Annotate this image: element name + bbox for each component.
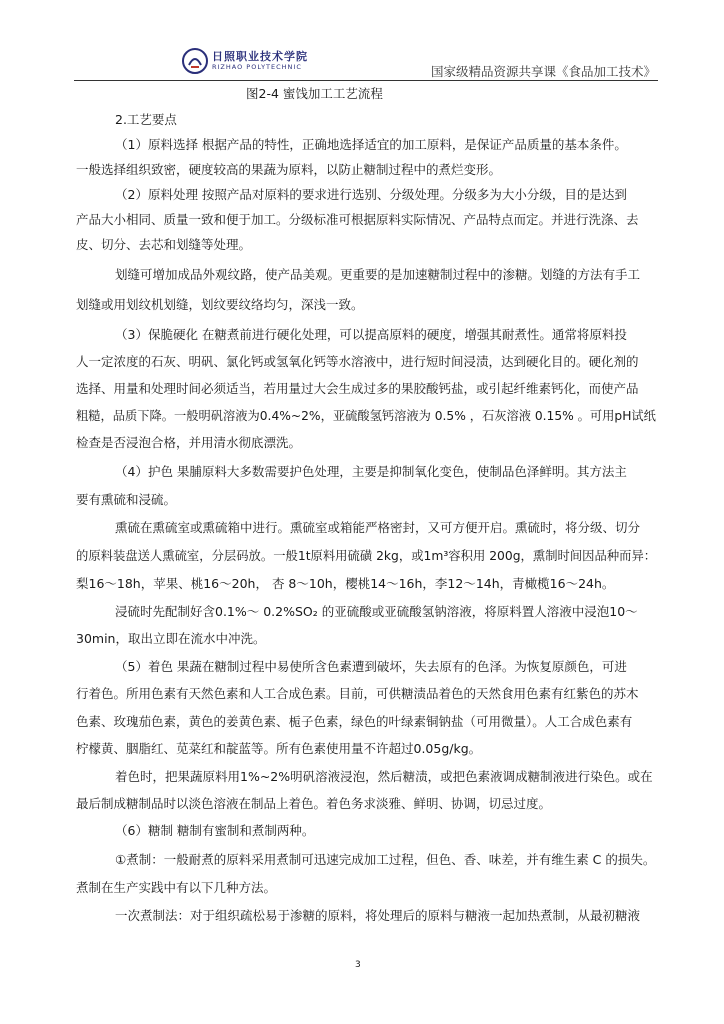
text-line: （3）保脆硬化 在糖煮前进行硬化处理，可以提高原料的硬度，增强其耐煮性。通常将原料投: [115, 327, 627, 342]
school-emblem-icon: [182, 48, 208, 74]
course-title: 国家级精品资源共享课《食品加工技术》: [430, 64, 656, 79]
text-line: 柠檬黄、胭脂红、苋菜红和靛蓝等。所有色素使用量不许超过0.05g/kg。: [76, 741, 482, 756]
school-logo: [182, 46, 308, 76]
text-line: 熏硫在熏硫室或熏硫箱中进行。熏硫室或箱能严格密封，又可方便开启。熏硫时，将分级、切分: [115, 520, 641, 535]
text-line: 的原料装盘送人熏硫室，分层码放。一般1t原料用硫磺 2kg，或1m³容积用 200g，熏制时间因品种而异：: [76, 548, 657, 563]
text-line: 浸硫时先配制好含0.1%～ 0.2%SO₂ 的亚硫酸或亚硫酸氢钠溶液，将原料置人溶液中浸泡10～: [115, 604, 638, 619]
text-line: （5）着色 果蔬在糖制过程中易使所含色素遭到破坏，失去原有的色泽。为恢复原颜色，可进: [115, 659, 627, 674]
page-number: 3: [355, 960, 361, 970]
text-line: ①煮制：一般耐煮的原料采用煮制可迅速完成加工过程，但色、香、味差，并有维生素 C 的损失。: [115, 852, 656, 867]
text-line: 皮、切分、去芯和划缝等处理。: [76, 237, 252, 252]
page-header: [74, 44, 658, 81]
text-line: 行着色。所用色素有天然色素和人工合成色素。目前，可供糖渍品着色的天然食用色素有红紫色的苏木: [76, 686, 639, 701]
text-line: 最后制成糖制品时以淡色溶液在制品上着色。着色务求淡雅、鲜明、协调，切忌过度。: [76, 796, 552, 811]
text-line: 粗糙，品质下降。一般明矾溶液为0.4%~2%，亚硫酸氢钙溶液为 0.5% ，石灰溶液 0.15% 。可用pH试纸: [76, 408, 656, 423]
text-line: （6）糖制 糖制有蜜制和煮制两种。: [115, 823, 315, 838]
school-name-en: RIZHAO POLYTECHNIC: [212, 63, 302, 72]
text-line: 产品大小相同、质量一致和便于加工。分级标准可根据原料实际情况、产品特点而定。并进行洗涤、去: [76, 212, 639, 227]
text-line: 要有熏硫和浸硫。: [76, 492, 177, 507]
text-line: （2）原料处理 按照产品对原料的要求进行选别、分级处理。分级多为大小分级，目的是达到: [115, 187, 627, 202]
text-line: （4）护色 果脯原料大多数需要护色处理，主要是抑制氧化变色，使制品色泽鲜明。其方法主: [115, 464, 627, 479]
figure-caption: 图2-4 蜜饯加工工艺流程: [246, 86, 383, 101]
text-line: 色素、玫瑰茄色素，黄色的姜黄色素、栀子色素，绿色的叶绿素铜钠盐（可用微量）。人工合成色素有: [76, 714, 633, 729]
text-line: 人一定浓度的石灰、明矾、氯化钙或氢氧化钙等水溶液中，进行短时间浸渍，达到硬化目的。硬化剂的: [76, 354, 639, 369]
text-line: 划缝或用划纹机划缝，划纹要纹络均匀，深浅一致。: [76, 297, 364, 312]
text-line: 梨16～18h，苹果、桃16～20h， 杏 8～10h，樱桃14～16h，李12～14h，青橄榄16～24h。: [76, 576, 615, 591]
text-line: 选择、用量和处理时间必须适当，若用量过大会生成过多的果胶酸钙盐，或引起纤维素钙化，而使产品: [76, 381, 639, 396]
text-line: 划缝可增加成品外观纹路，使产品美观。更重要的是加速糖制过程中的渗糖。划缝的方法有手工: [115, 267, 641, 282]
text-line: （1）原料选择 根据产品的特性，正确地选择适宜的加工原料，是保证产品质量的基本条件。: [115, 137, 627, 152]
school-name-cn: 日照职业技术学院: [212, 50, 308, 64]
section-heading: 2.工艺要点: [115, 112, 177, 127]
text-line: 检查是否浸泡合格，并用清水彻底漂洗。: [76, 435, 302, 450]
text-line: 30min，取出立即在流水中冲洗。: [76, 631, 266, 646]
text-line: 一般选择组织致密，硬度较高的果蔬为原料，以防止糖制过程中的煮烂变形。: [76, 162, 502, 177]
text-line: 一次煮制法：对于组织疏松易于渗糖的原料，将处理后的原料与糖液一起加热煮制，从最初糖液: [115, 908, 641, 923]
text-line: 着色时，把果蔬原料用1%~2%明矾溶液浸泡，然后糖渍，或把色素液调成糖制液进行染色。或在: [115, 769, 653, 784]
text-line: 煮制在生产实践中有以下几种方法。: [76, 880, 277, 895]
